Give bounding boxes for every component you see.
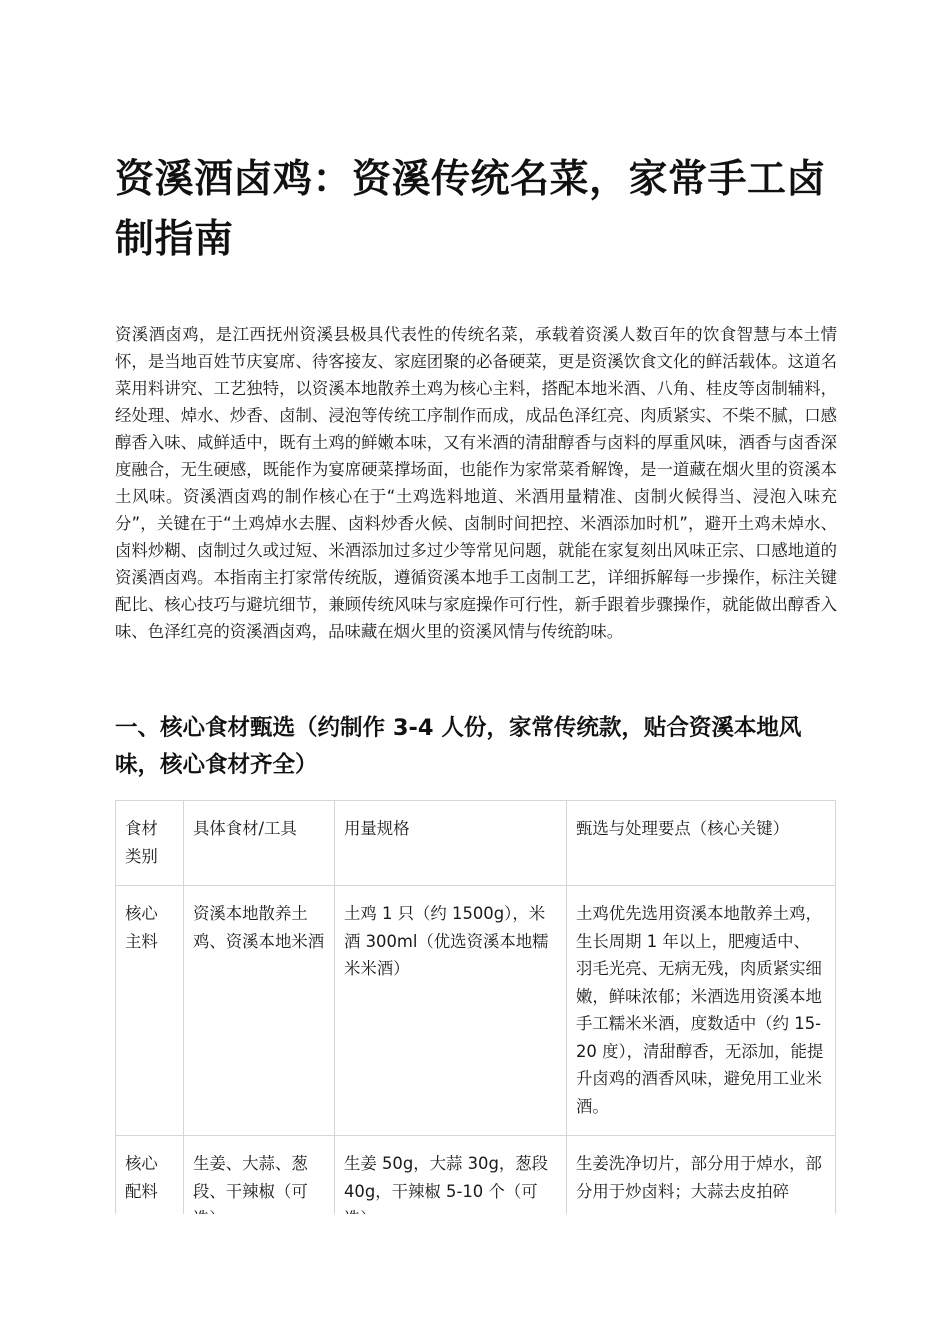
table-cell-category: 核心主料 <box>116 886 184 1136</box>
table-cell-items: 资溪本地散养土鸡、资溪本地米酒 <box>184 886 335 1136</box>
table-header-cell: 具体食材/工具 <box>184 801 335 886</box>
table-cell-amount: 土鸡 1 只（约 1500g），米酒 300ml（优选资溪本地糯米米酒） <box>335 886 567 1136</box>
table-header-cell: 食材类别 <box>116 801 184 886</box>
table-header-row <box>116 801 836 886</box>
section-heading: 一、核心食材甄选（约制作 3-4 人份，家常传统款，贴合资溪本地风味，核心食材齐全） <box>115 715 802 778</box>
table-header-cell: 甄选与处理要点（核心关键） <box>567 801 836 886</box>
table-cell-items: 生姜、大蒜、葱段、干辣椒（可 <box>184 1136 335 1248</box>
intro-paragraph: 资溪酒卤鸡，是江西抚州资溪县极具代表性的传统名菜，承载着资溪人数百年的饮食智慧与本土情怀，是当地百姓节庆宴席、待客接友、家庭团聚的必备硬菜，更是资溪饮食文化的鲜活载体。这道名菜用料讲究、工艺独特，以资溪本地散养土鸡为核心主料，搭配本地米酒、八角、桂皮等卤制辅料，经处理、焯水、炒香、卤制、浸泡等传统工序制作而成，成品色泽红亮、肉质紧实、不柴不腻，口感醇香入味、咸鲜适中，既有土鸡的鲜嫩本味，又有米酒的清甜醇香与卤料的厚重风味，酒香与卤香深度融合，无生硬感，既能作为宴席硬菜撑场面，也能作为家常菜肴解馋，是一道藏在烟火里的资溪本土风味。资溪酒卤鸡的制作核心在于“土鸡选料地道、米酒用量精准、卤制火候得当、浸泡入味充分”，关键在于“土鸡焯水去腥、卤料炒香火候、卤制时间把控、米酒添加时机”，避开土鸡未焯水、卤料炒糊、卤制过久或过短、米酒添加过多过少等常见问题，就能在家复刻出风味正宗、口感地道的资溪酒卤鸡。本指南主打家常传统版，遵循资溪本地手工卤制工艺，详细拆解每一步操作，标注关键配比、核心技巧与避坑细节，兼顾传统风味与家庭操作可行性，新手跟着步骤操作，就能做出醇香入味、色泽红亮的资溪酒卤鸡，品味藏在烟火里的资溪风情与传统韵味。 <box>115 325 837 641</box>
page-title: 资溪酒卤鸡：资溪传统名菜，家常手工卤制指南 <box>115 157 827 262</box>
ingredients-table <box>115 800 836 1248</box>
table-header-cell: 用量规格 <box>335 801 567 886</box>
table-cell-notes: 生姜洗净切片，部分用于焯水，部分用于炒卤料；大蒜去皮拍碎 <box>567 1136 836 1248</box>
table-cell-category: 核心配料 <box>116 1136 184 1248</box>
page-bottom-margin <box>0 1214 950 1344</box>
table-cell-notes: 土鸡优先选用资溪本地散养土鸡，生长周期 1 年以上，肥瘦适中、羽毛光亮、无病无残，肉质紧实细嫩，鲜味浓郁；米酒选用资溪本地手工糯米米酒，度数适中（约 15-20 度），清甜醇香，无添加，能提升卤鸡的酒香风味，避免用工业米酒。 <box>567 886 836 1136</box>
table-row <box>116 886 836 1136</box>
table-cell-amount: 生姜 50g，大蒜 30g，葱段 40g，干辣椒 5-10 个（可 <box>335 1136 567 1248</box>
